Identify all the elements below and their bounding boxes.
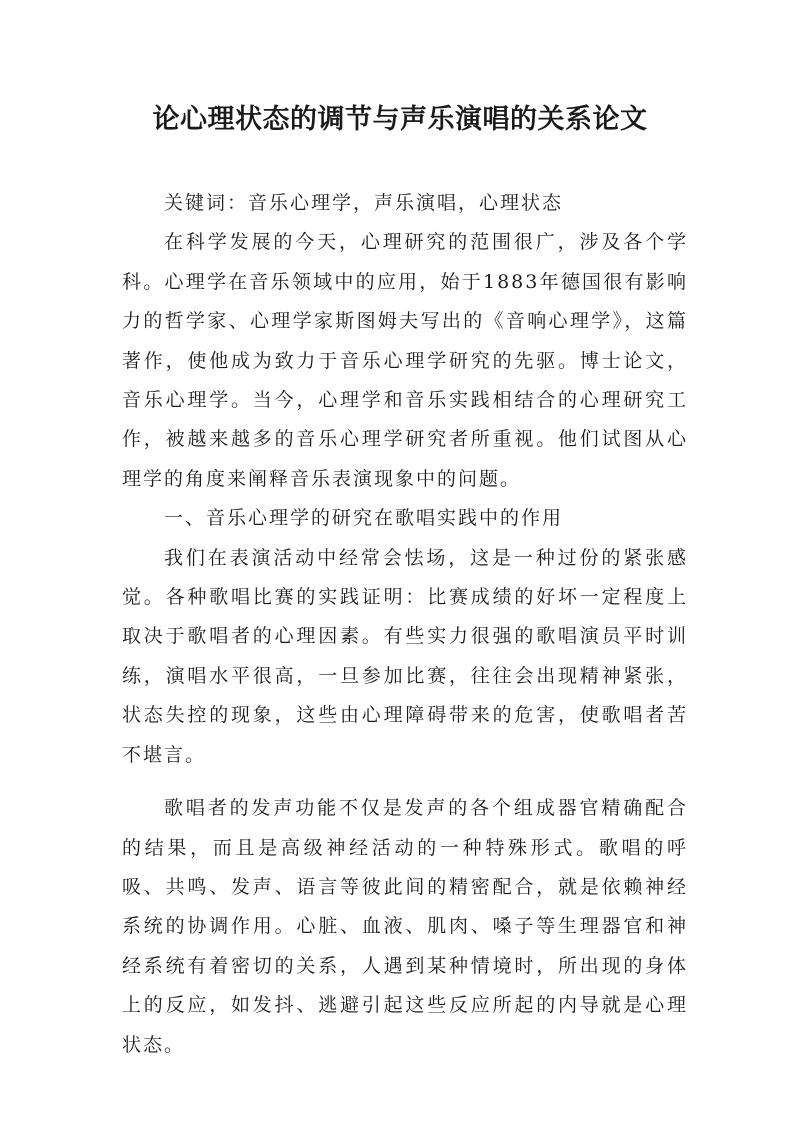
- document-body: [122, 184, 688, 1065]
- intro-paragraph: 在科学发展的今天，心理研究的范围很广，涉及各个学科。心理学在音乐领域中的应用，始于1883年德国很有影响力的哲学家、心理学家斯图姆夫写出的《音响心理学》，这篇著作，使他成为致力于音乐心理学研究的先驱。博士论文，音乐心理学。当今，心理学和音乐实践相结合的心理研究工作，被越来越多的音乐心理学研究者所重视。他们试图从心理学的角度来阐释音乐表演现象中的问题。: [122, 231, 688, 490]
- keywords-paragraph: 关键词：音乐心理学，声乐演唱，心理状态: [164, 192, 564, 214]
- section-heading: 一、音乐心理学的研究在歌唱实践中的作用: [164, 507, 564, 530]
- body-paragraph: 歌唱者的发声功能不仅是发声的各个组成器官精确配合的结果，而且是高级神经活动的一种特殊形式。歌唱的呼吸、共鸣、发声、语言等彼此间的精密配合，就是依赖神经系统的协调作用。心脏、血液、肌肉、嗓子等生理器官和神经系统有着密切的关系，人遇到某种情境时，所出现的身体上的反应，如发抖、逃避引起这些反应所起的内导就是心理状态。: [122, 797, 688, 1056]
- document-title: 论心理状态的调节与声乐演唱的关系论文: [152, 104, 648, 135]
- body-paragraph: 我们在表演活动中经常会怯场，这是一种过份的紧张感觉。各种歌唱比赛的实践证明：比赛成绩的好坏一定程度上取决于歌唱者的心理因素。有些实力很强的歌唱演员平时训练，演唱水平很高，一旦参加比赛，往往会出现精神紧张，状态失控的现象，这些由心理障碍带来的危害，使歌唱者苦不堪言。: [122, 546, 688, 766]
